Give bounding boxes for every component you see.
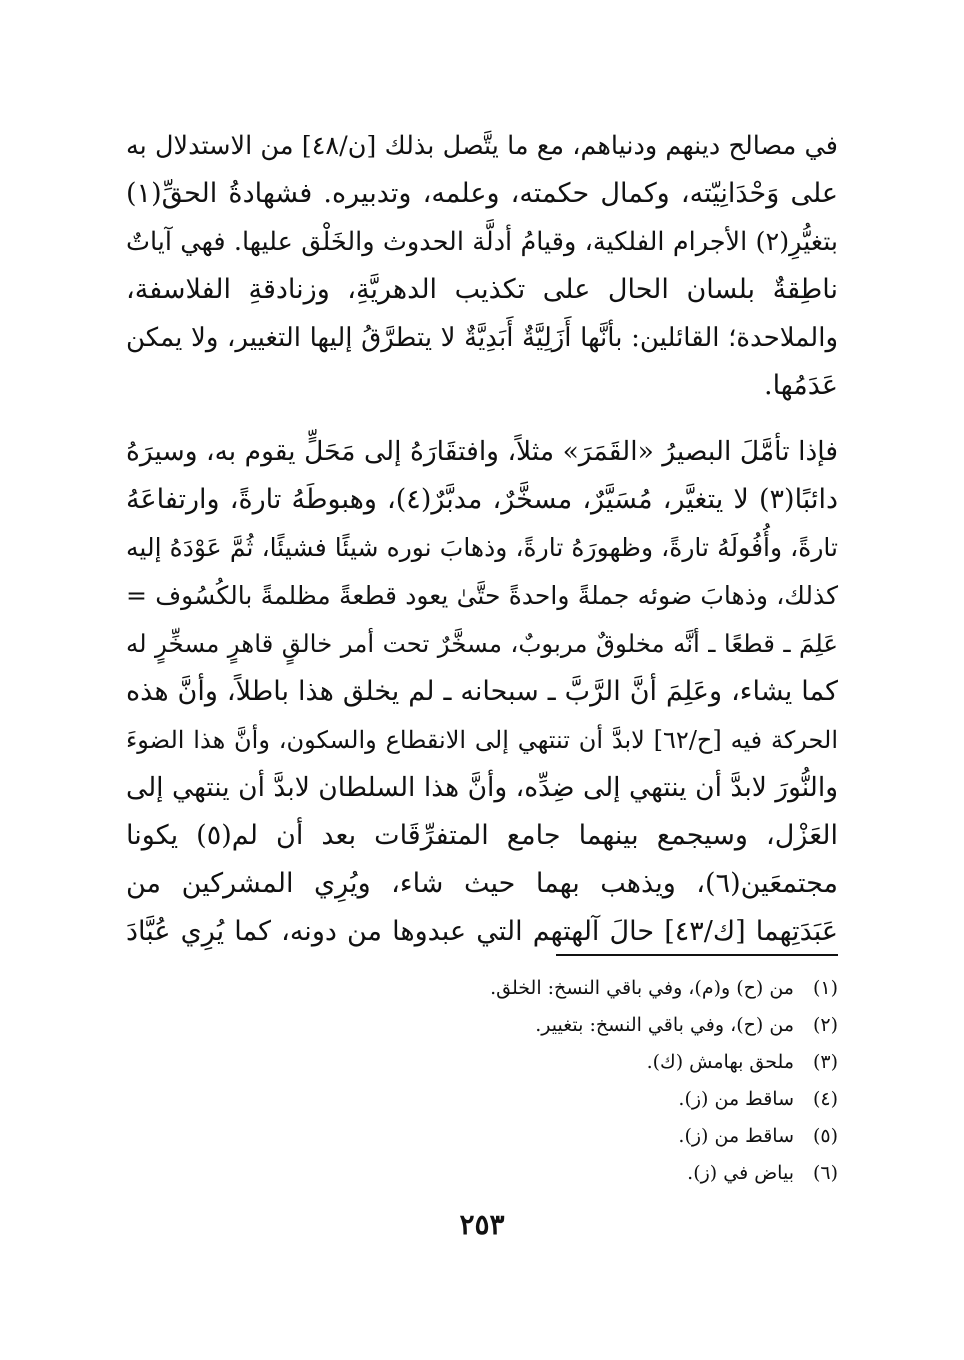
footnote-number: (٦) (812, 1162, 838, 1184)
footnote-text: من (ح) و(م)، وفي باقي النسخ: الخلق. (490, 977, 794, 999)
footnote-text: ساقط من (ز). (678, 1125, 794, 1147)
footnote-number: (١) (812, 977, 838, 999)
footnote-text: ملحق بهامش (ك). (646, 1051, 794, 1073)
text-line: العَزْل، وسيجمع بينهما جامع المتفرِّقَات بعد أن لم(٥) يكونا (126, 820, 838, 851)
text-line: كما يشاء، وعَلِمَ أنَّ الرَّبَّ ـ سبحانه ـ لم يخلق هذا باطلاً، وأنَّ هذه (126, 676, 838, 707)
footnote-number: (٣) (812, 1051, 838, 1073)
footnotes (490, 970, 838, 1192)
footnote (500, 1007, 838, 1044)
text-line: عَلِمَ ـ قطعًا ـ أنَّه مخلوقٌ مربوبٌ، مسخَّرٌ تحت أمر خالقٍ قاهرٍ مسخِّرٍ له (126, 629, 838, 658)
footnote-number: (٥) (812, 1125, 838, 1147)
paragraph-1 (126, 122, 838, 410)
footnote-number: (٤) (812, 1088, 838, 1110)
text-line: بتغيُّرِ(٢) الأجرام الفلكية، وقيامُ أدلَّة الحدوث والخَلْق عليها. فهي آياتٌ (126, 227, 838, 257)
text-line: كذلك، وذهابَ ضوئه جملةً واحدةً حتَّىٰ يعود قطعةً مظلمةً بالكُسُوف = (126, 581, 838, 610)
text-line: ناطِقةٌ بلسان الحال على تكذيب الدهريَّةِ، وزنادقةِ الفلاسفة، (126, 274, 838, 305)
footnote (500, 1118, 838, 1155)
footnote-text: من (ح)، وفي باقي النسخ: بتغيير. (535, 1014, 794, 1036)
text-line: والنُّورَ لابدَّ أن ينتهي إلى ضِدِّه، وأنَّ هذا السلطان لابدَّ أن ينتهي إلى (126, 772, 838, 803)
text-line: عَدَمُها. (764, 370, 838, 401)
text-line: تارةً، وأُفُولَهُ تارةً، وظهورَهُ تارةً، وذهابَ نوره شيئًا فشيئًا، ثُمَّ عَوْدَهُ إليه (126, 533, 838, 562)
footnote-separator (556, 954, 838, 956)
footnote-text: بياض في (ز). (687, 1162, 794, 1184)
footnote-number: (٢) (812, 1014, 838, 1036)
text-line: عَبَدَتِهما [ك/٤٣] حالَ آلهتهم التي عبدوها من دونه، كما يُرِي عُبَّادَ (126, 916, 838, 947)
text-line: دائبًا(٣) لا يتغيَّر، مُسَيَّرٌ، مسخَّرٌ، مدبَّرٌ(٤)، وهبوطَهُ تارةً، وارتفاعَهُ (126, 484, 838, 515)
text-line: مجتمعَين(٦)، ويذهب بهما حيث شاء، ويُرِي المشركين من (126, 868, 838, 899)
footnote (490, 970, 838, 1007)
text-line: في مصالح دينهم ودنياهم، مع ما يتَّصل بذلك [ن/٤٨] من الاستدلال به (126, 131, 839, 161)
footnote (500, 1044, 838, 1081)
footnote-text: ساقط من (ز). (678, 1088, 794, 1110)
footnote (500, 1155, 838, 1192)
text-line: والملاحدة؛ القائلين: بأنَّها أَزَلِيَّةٌ أَبَدِيَّةٌ لا يتطرَّقُ إليها التغيير، ولا يمكن (126, 323, 838, 353)
page-number: ٢٥٣ (459, 1208, 505, 1241)
text-line: الحركة فيه [ح/٦٢] لابدَّ أن تنتهي إلى الانقطاع والسكون، وأنَّ هذا الضوءَ (126, 726, 838, 754)
text-line: فإذا تأمَّلَ البصيرُ «القَمَرَ» مثلاً، وافتقَارَهُ إلى مَحَلٍّ يقوم به، وسيرَهُ (126, 436, 838, 467)
text-line: على وَحْدَانِيّته، وكمال حكمته، وعلمه، وتدبيره. فشهادةُ الحقِّ(١) (126, 178, 838, 209)
paragraph-2 (126, 428, 838, 956)
footnote (500, 1081, 838, 1118)
